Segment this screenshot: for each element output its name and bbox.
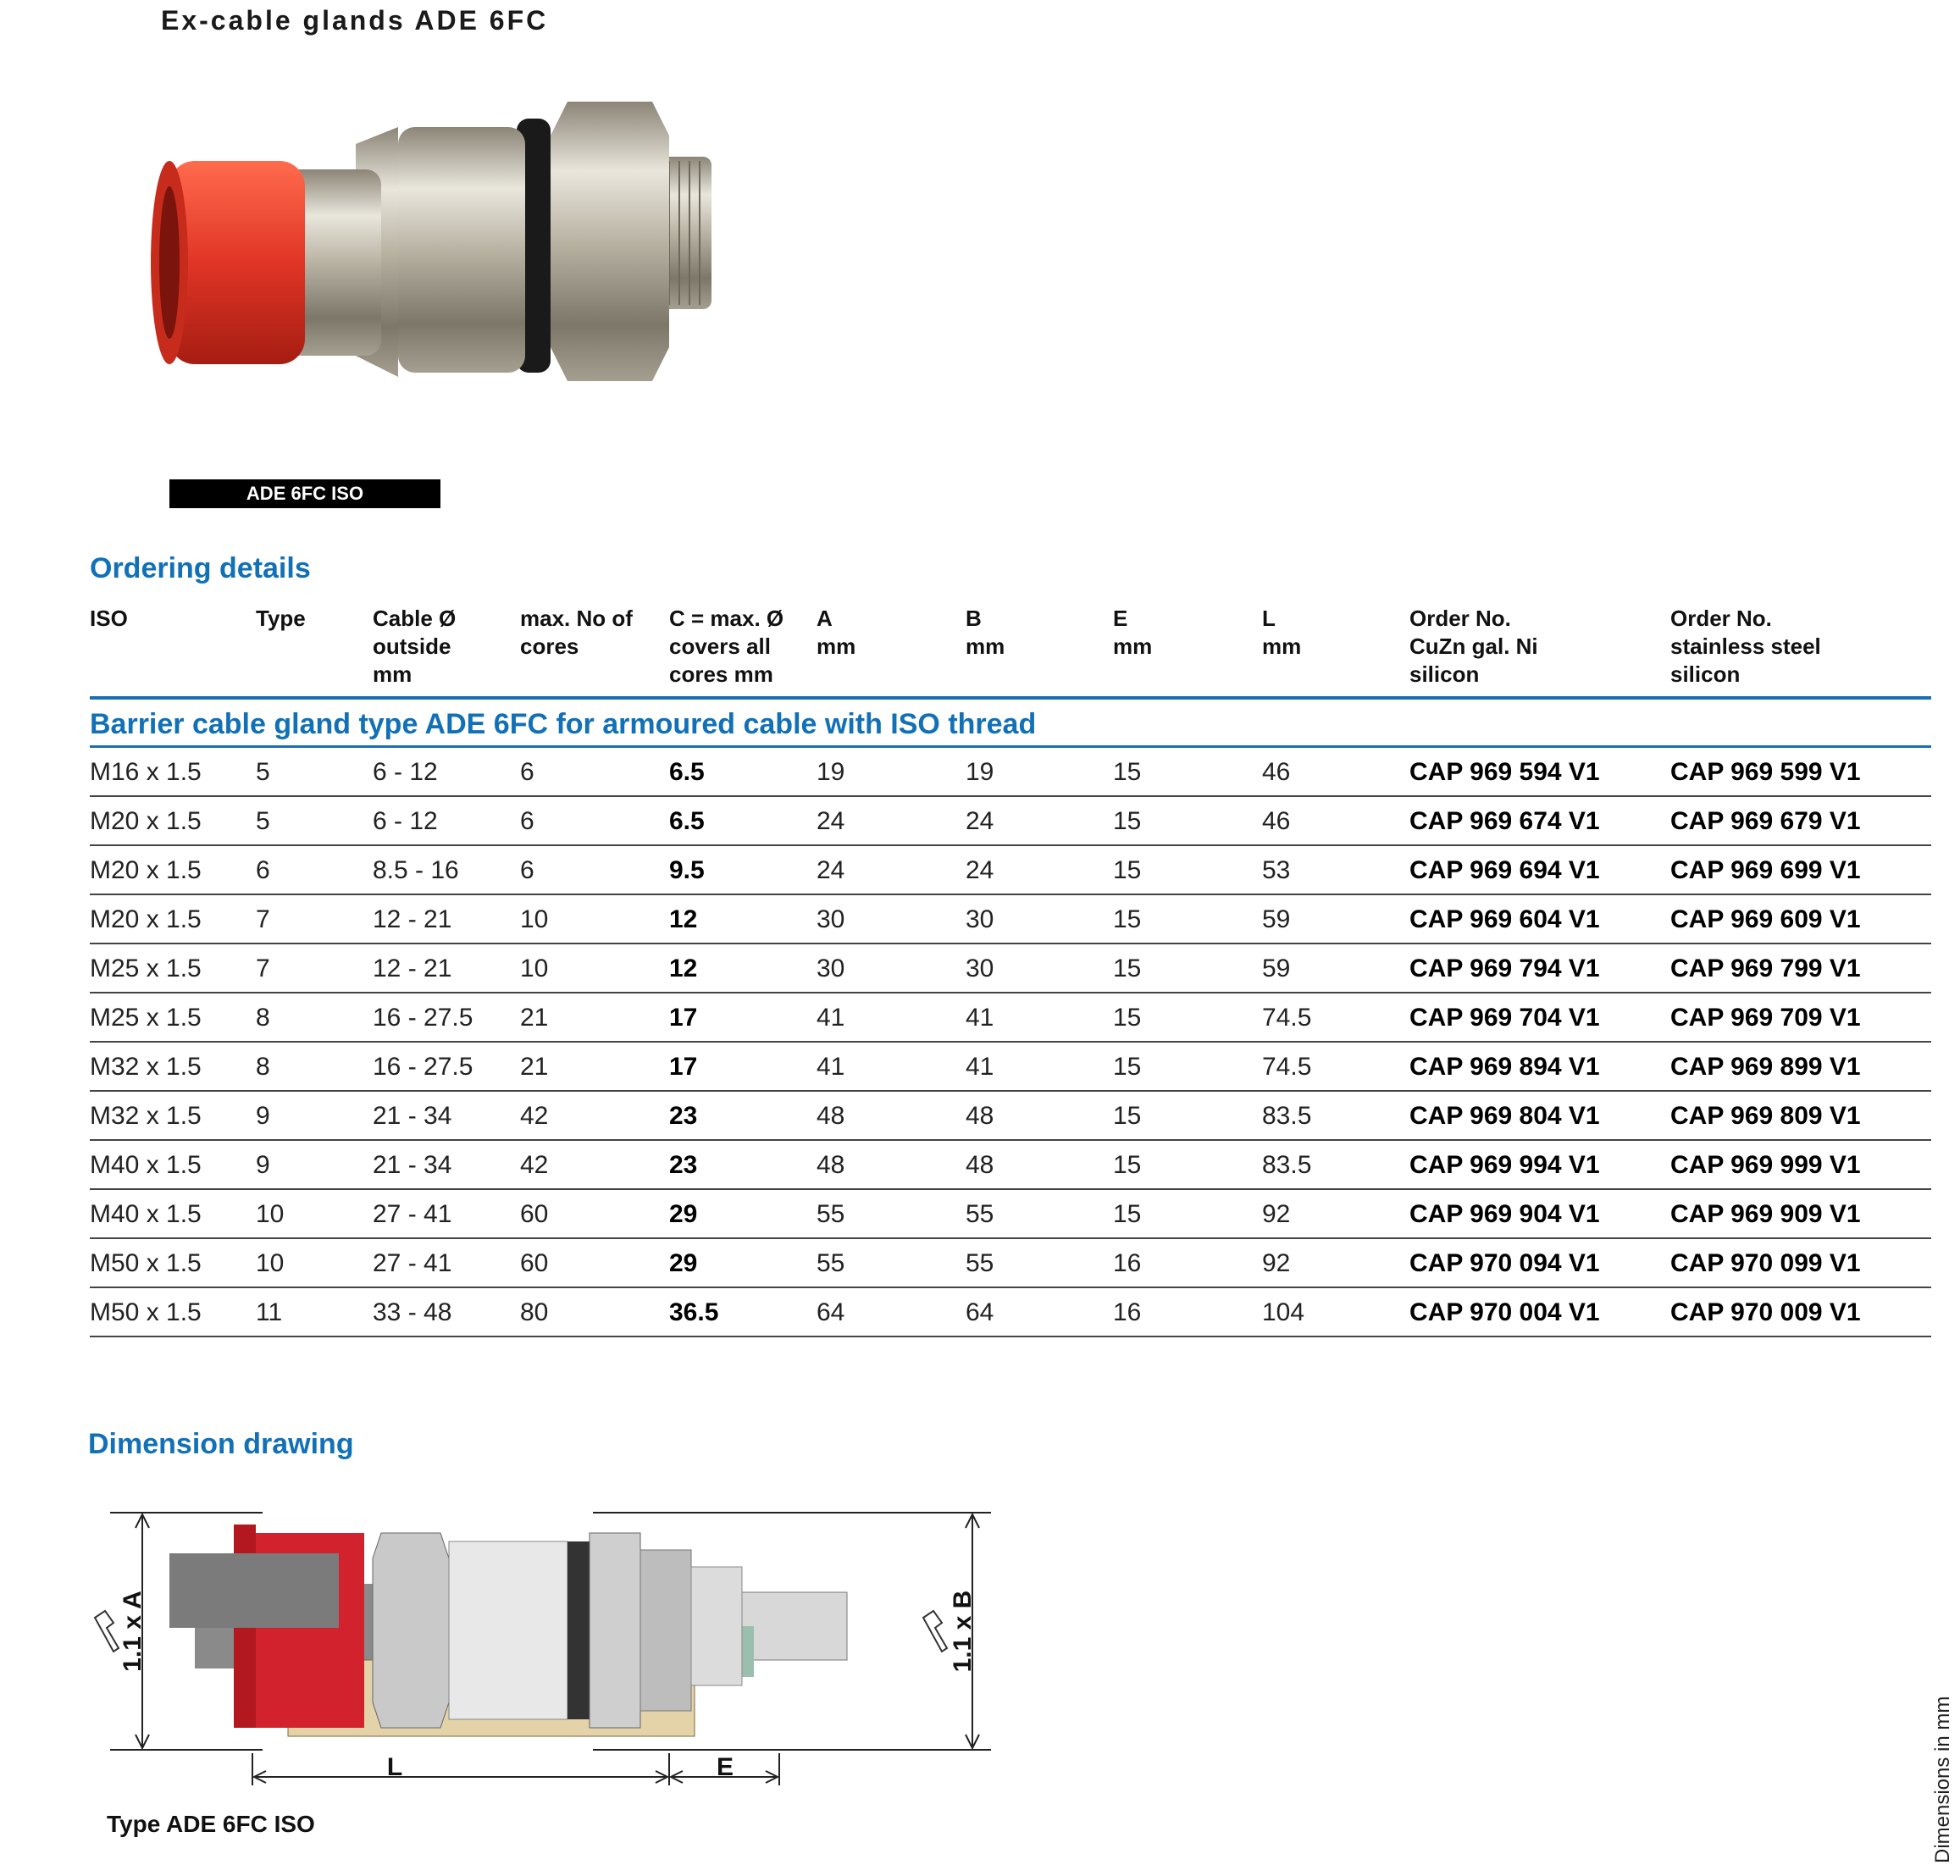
cell-cable-diameter: 21 - 34	[373, 1151, 452, 1179]
cell-a: 55	[817, 1249, 845, 1277]
ordering-heading: Ordering details	[90, 552, 311, 584]
cell-order-cuzn: CAP 969 604 V1	[1409, 905, 1600, 933]
cell-c: 23	[669, 1151, 698, 1179]
cell-b: 24	[966, 807, 994, 835]
cell-order-cuzn: CAP 969 594 V1	[1409, 758, 1600, 786]
cell-iso: M25 x 1.5	[90, 955, 202, 982]
cell-e: 15	[1113, 1151, 1142, 1179]
table-row	[90, 1043, 1931, 1092]
cell-type: 8	[256, 1004, 270, 1032]
cell-max-cores: 6	[520, 807, 534, 835]
cell-b: 48	[966, 1102, 994, 1130]
cell-c: 17	[669, 1053, 698, 1081]
cell-iso: M20 x 1.5	[90, 807, 202, 835]
header-b: B mm	[966, 606, 1005, 659]
cell-cable-diameter: 6 - 12	[373, 758, 438, 786]
cell-l: 74.5	[1262, 1053, 1312, 1081]
table-row	[90, 1190, 1931, 1239]
group-row	[90, 700, 1931, 748]
dimension-drawing	[85, 1499, 1033, 1804]
drawing-caption: Type ADE 6FC ISO	[107, 1811, 315, 1837]
cell-order-stainless: CAP 970 099 V1	[1670, 1249, 1861, 1277]
cell-cable-diameter: 27 - 41	[373, 1249, 452, 1277]
photo-caption: ADE 6FC ISO	[169, 479, 440, 508]
cell-cable-diameter: 21 - 34	[373, 1102, 452, 1130]
label-1-1-b: 1.1 x B	[949, 1590, 977, 1673]
cell-l: 59	[1262, 955, 1291, 982]
label-e: E	[716, 1753, 734, 1781]
cell-order-cuzn: CAP 970 094 V1	[1409, 1249, 1600, 1277]
cell-type: 5	[256, 758, 270, 786]
header-max-cores: max. No of cores	[520, 606, 633, 659]
header-order-cuzn: Order No. CuZn gal. Ni silicon	[1409, 606, 1538, 687]
cell-order-stainless: CAP 969 679 V1	[1670, 807, 1861, 835]
table-row	[90, 846, 1931, 895]
cell-c: 29	[669, 1249, 698, 1277]
cell-max-cores: 6	[520, 758, 534, 786]
cell-b: 48	[966, 1151, 994, 1179]
cell-e: 15	[1113, 807, 1142, 835]
cell-order-stainless: CAP 969 709 V1	[1670, 1004, 1861, 1032]
cell-order-cuzn: CAP 969 674 V1	[1409, 807, 1600, 835]
cell-c: 6.5	[669, 807, 705, 835]
table-body	[90, 748, 1931, 1337]
cell-iso: M25 x 1.5	[90, 1004, 202, 1032]
cell-order-cuzn: CAP 969 704 V1	[1409, 1004, 1600, 1032]
cell-order-cuzn: CAP 969 694 V1	[1409, 856, 1600, 884]
cell-order-stainless: CAP 969 799 V1	[1670, 955, 1861, 982]
cell-max-cores: 10	[520, 905, 549, 933]
cell-cable-diameter: 12 - 21	[373, 905, 452, 933]
cell-cable-diameter: 16 - 27.5	[373, 1004, 473, 1032]
cell-type: 10	[256, 1249, 285, 1277]
cell-type: 5	[256, 807, 270, 835]
dimensions-note: Dimensions in mm	[1931, 1696, 1954, 1863]
cell-order-stainless: CAP 969 699 V1	[1670, 856, 1861, 884]
cell-iso: M50 x 1.5	[90, 1298, 202, 1326]
header-order-stainless: Order No. stainless steel silicon	[1670, 606, 1821, 687]
cell-l: 74.5	[1262, 1004, 1312, 1032]
cell-l: 59	[1262, 905, 1291, 933]
cell-b: 55	[966, 1249, 994, 1277]
cell-a: 64	[817, 1298, 845, 1326]
cell-max-cores: 60	[520, 1200, 549, 1228]
cell-type: 10	[256, 1200, 285, 1228]
table-row	[90, 1288, 1931, 1337]
cell-l: 83.5	[1262, 1151, 1312, 1179]
cell-order-cuzn: CAP 969 794 V1	[1409, 955, 1600, 982]
cell-b: 41	[966, 1004, 994, 1032]
cell-order-stainless: CAP 969 609 V1	[1670, 905, 1861, 933]
cell-e: 16	[1113, 1298, 1142, 1326]
cell-iso: M32 x 1.5	[90, 1102, 202, 1130]
header-cable-diameter: Cable Ø outside mm	[373, 606, 457, 687]
cell-e: 15	[1113, 905, 1142, 933]
cell-a: 48	[817, 1151, 845, 1179]
cell-max-cores: 80	[520, 1298, 549, 1326]
table-row	[90, 944, 1931, 993]
table-row	[90, 1092, 1931, 1141]
table-row	[90, 797, 1931, 846]
cell-e: 15	[1113, 955, 1142, 982]
label-1-1-a: 1.1 x A	[119, 1591, 147, 1672]
cell-max-cores: 10	[520, 955, 549, 982]
cell-e: 15	[1113, 1102, 1142, 1130]
cell-iso: M50 x 1.5	[90, 1249, 202, 1277]
dimension-heading: Dimension drawing	[88, 1428, 354, 1460]
cell-order-stainless: CAP 969 809 V1	[1670, 1102, 1861, 1130]
cell-order-stainless: CAP 969 599 V1	[1670, 758, 1861, 786]
header-a: A mm	[817, 606, 856, 659]
cell-max-cores: 42	[520, 1151, 549, 1179]
cell-l: 104	[1262, 1298, 1305, 1326]
cell-type: 7	[256, 955, 270, 982]
cell-order-stainless: CAP 969 999 V1	[1670, 1151, 1861, 1179]
cell-order-cuzn: CAP 969 894 V1	[1409, 1053, 1600, 1081]
table-row	[90, 993, 1931, 1043]
cell-b: 19	[966, 758, 994, 786]
cell-cable-diameter: 8.5 - 16	[373, 856, 459, 884]
cell-iso: M16 x 1.5	[90, 758, 202, 786]
header-iso: ISO	[90, 606, 128, 631]
cell-l: 92	[1262, 1200, 1291, 1228]
group-title: Barrier cable gland type ADE 6FC for armoured cable with ISO thread	[90, 708, 1037, 740]
cell-iso: M40 x 1.5	[90, 1151, 202, 1179]
cell-c: 29	[669, 1200, 698, 1228]
cell-e: 15	[1113, 856, 1142, 884]
cell-cable-diameter: 33 - 48	[373, 1298, 452, 1326]
cell-c: 17	[669, 1004, 698, 1032]
cell-type: 9	[256, 1151, 270, 1179]
cell-b: 30	[966, 955, 994, 982]
cell-order-cuzn: CAP 969 804 V1	[1409, 1102, 1600, 1130]
header-e: E mm	[1113, 606, 1153, 659]
header-type: Type	[256, 606, 306, 631]
cell-e: 16	[1113, 1249, 1142, 1277]
cell-a: 41	[817, 1053, 845, 1081]
cell-a: 48	[817, 1102, 845, 1130]
cell-cable-diameter: 16 - 27.5	[373, 1053, 473, 1081]
cell-max-cores: 21	[520, 1004, 549, 1032]
cell-b: 55	[966, 1200, 994, 1228]
label-l: L	[386, 1753, 403, 1781]
cell-c: 6.5	[669, 758, 705, 786]
table-row	[90, 748, 1931, 797]
header-c: C = max. Ø covers all cores mm	[669, 606, 784, 687]
cell-type: 11	[256, 1298, 283, 1326]
cell-a: 19	[817, 758, 845, 786]
cell-l: 46	[1262, 807, 1291, 835]
cell-order-cuzn: CAP 969 904 V1	[1409, 1200, 1600, 1228]
cell-b: 24	[966, 856, 994, 884]
cell-order-stainless: CAP 969 909 V1	[1670, 1200, 1861, 1228]
cell-type: 8	[256, 1053, 270, 1081]
header-l: L mm	[1262, 606, 1302, 659]
cell-a: 30	[817, 905, 845, 933]
cell-iso: M32 x 1.5	[90, 1053, 202, 1081]
cell-l: 83.5	[1262, 1102, 1312, 1130]
cell-a: 24	[817, 807, 845, 835]
cell-order-cuzn: CAP 969 994 V1	[1409, 1151, 1600, 1179]
cell-b: 41	[966, 1053, 994, 1081]
cell-type: 9	[256, 1102, 270, 1130]
cell-order-cuzn: CAP 970 004 V1	[1409, 1298, 1600, 1326]
cell-c: 12	[669, 955, 698, 982]
cell-order-stainless: CAP 970 009 V1	[1670, 1298, 1861, 1326]
table-header	[90, 605, 1931, 700]
cell-l: 53	[1262, 856, 1291, 884]
table-row	[90, 895, 1931, 944]
cell-e: 15	[1113, 1053, 1142, 1081]
cell-a: 41	[817, 1004, 845, 1032]
page-title: Ex-cable glands ADE 6FC	[161, 5, 549, 36]
table-row	[90, 1141, 1931, 1190]
cell-iso: M40 x 1.5	[90, 1200, 202, 1228]
cell-c: 9.5	[669, 856, 705, 884]
cell-iso: M20 x 1.5	[90, 905, 202, 933]
cell-type: 6	[256, 856, 270, 884]
cell-type: 7	[256, 905, 270, 933]
ordering-table	[90, 605, 1931, 1337]
cell-l: 46	[1262, 758, 1291, 786]
cell-e: 15	[1113, 1004, 1142, 1032]
cell-a: 24	[817, 856, 845, 884]
cell-c: 12	[669, 905, 698, 933]
cell-e: 15	[1113, 758, 1142, 786]
cell-a: 30	[817, 955, 845, 982]
product-photo	[144, 76, 720, 466]
cell-b: 64	[966, 1298, 994, 1326]
cell-cable-diameter: 27 - 41	[373, 1200, 452, 1228]
table-row	[90, 1239, 1931, 1288]
cell-max-cores: 42	[520, 1102, 549, 1130]
cell-max-cores: 6	[520, 856, 534, 884]
cell-cable-diameter: 12 - 21	[373, 955, 452, 982]
cell-max-cores: 21	[520, 1053, 549, 1081]
cell-max-cores: 60	[520, 1249, 549, 1277]
cell-cable-diameter: 6 - 12	[373, 807, 438, 835]
cell-iso: M20 x 1.5	[90, 856, 202, 884]
cell-order-stainless: CAP 969 899 V1	[1670, 1053, 1861, 1081]
cell-a: 55	[817, 1200, 845, 1228]
cell-e: 15	[1113, 1200, 1142, 1228]
cell-c: 23	[669, 1102, 698, 1130]
cell-b: 30	[966, 905, 994, 933]
cell-l: 92	[1262, 1249, 1291, 1277]
cell-c: 36.5	[669, 1298, 719, 1326]
